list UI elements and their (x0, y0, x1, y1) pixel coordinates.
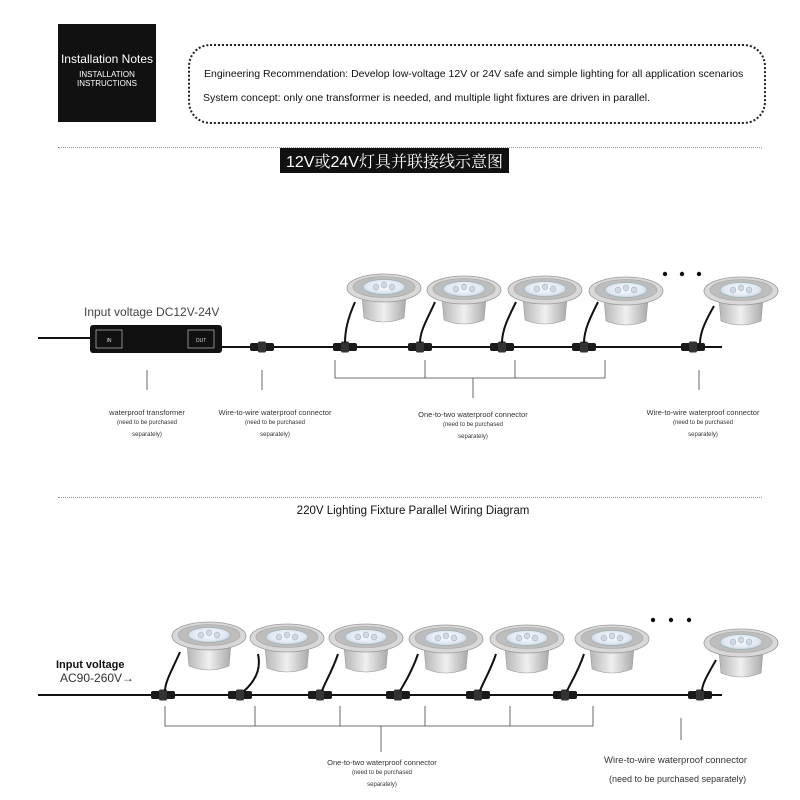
divider-middle (58, 497, 762, 498)
svg-text:OUT: OUT (195, 338, 207, 344)
waterproof-transformer-icon (90, 325, 222, 353)
label-one-to-two-note2: separately) (458, 434, 488, 440)
label-wire-connector-note1: (need to be purchased (244, 420, 306, 426)
diagram2-input-voltage-label: Input voltage (56, 659, 125, 671)
label-transformer (97, 408, 197, 441)
label-one-to-two-220-note1: (need to be purchased (351, 770, 413, 776)
label-wire-connector-note2: separately) (260, 432, 290, 438)
recommendation-line-1: Engineering Recommendation: Develop low-voltage 12V or 24V safe and simple lighting for all application scenarios (204, 68, 744, 80)
diagram1-title: 12V或24V灯具并联接线示意图 (280, 148, 509, 173)
diagram2-wiring (38, 618, 778, 752)
label-wire-connector-220-note: (need to be purchased separately) (609, 774, 747, 784)
label-wire-connector-end-title: Wire-to-wire waterproof connector (646, 408, 760, 417)
label-one-to-two-220 (317, 758, 447, 791)
label-one-to-two (408, 410, 538, 443)
notes-subtitle-line2: INSTRUCTIONS (77, 79, 137, 88)
label-wire-connector-220: Wire-to-wire waterproof connector (604, 755, 748, 766)
label-wire-connector-end (638, 408, 768, 441)
label-one-to-two-title: One-to-two waterproof connector (418, 410, 528, 419)
svg-text:IN: IN (106, 338, 112, 344)
label-transformer-note1: (need to be purchased (116, 420, 178, 426)
recommendation-line-2: System concept: only one transformer is needed, and multiple light fixtures are driven in parallel. (203, 92, 651, 104)
notes-subtitle-line1: INSTALLATION (79, 70, 135, 79)
label-wire-connector-end-note1: (need to be purchased (672, 420, 734, 426)
label-transformer-title: waterproof transformer (109, 408, 185, 417)
label-one-to-two-220-note2: separately) (367, 782, 397, 788)
label-wire-connector-end-note2: separately) (688, 432, 718, 438)
diagram1-wiring (38, 272, 778, 398)
label-wire-connector-title: Wire-to-wire waterproof connector (218, 408, 332, 417)
diagram2-title: 220V Lighting Fixture Parallel Wiring Diagram (296, 505, 530, 517)
diagram2-input-voltage-range: AC90-260V→ (60, 671, 135, 685)
diagram1-input-voltage-label: Input voltage DC12V-24V (84, 305, 220, 319)
label-transformer-note2: separately) (132, 432, 162, 438)
notes-title: Installation Notes (60, 52, 154, 66)
label-wire-connector (210, 408, 340, 441)
label-one-to-two-note1: (need to be purchased (442, 422, 504, 428)
label-one-to-two-220-title: One-to-two waterproof connector (327, 758, 437, 767)
